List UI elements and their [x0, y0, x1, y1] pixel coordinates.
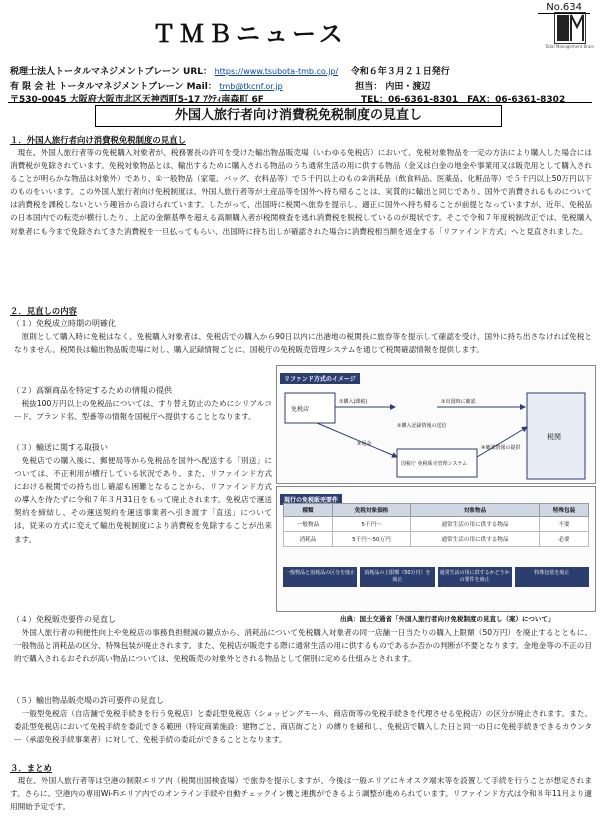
staff-names: 担当： 内田・渡辺 — [355, 82, 431, 92]
change-arrow: 特殊包装を廃止 — [515, 567, 589, 587]
issue-number: No.634 — [538, 2, 590, 14]
section-3-body: 現在、外国人旅行者等は空港の制限エリア内（税関出国検査場）で旅券を提示しますが、今後は一般エリアにキオスク端末等を設置して手続を行うことが想定されます。さらに、空港内の専用Wi-Fiエリア内でのオンライン手続や自動チェックイン機と連携ができるよう調整が進められています。リファインド方式は令和８年11月より適用開始予定です。 — [10, 776, 592, 812]
fig1-label-7: 税関 — [547, 433, 561, 441]
website-link[interactable]: https://www.tsubota-tmb.co.jp/ — [214, 67, 339, 76]
sub-5-heading: （５）輸出物品販売場の許可要件の見直し — [12, 696, 164, 705]
company-logo — [554, 12, 586, 44]
table-cell: 消耗品 — [284, 532, 333, 547]
table-row — [284, 517, 589, 532]
figure-source-caption: 出典：国土交通省「外国人旅行者向け免税制度の見直し（案）について」 — [340, 615, 555, 623]
section-1-body: 現在、外国人旅行者等の免税購入対象者が、税務署長の許可を受けた輸出物品販売場（いわゆる免税店）において、免税対象物品を一定の方法により購入した場合には消費税が免除されています。免税対象物品とは、輸出するために購入される物品のうち通常生活の用に供する物品（金又は白金の地金や事業用又は販売用として購入されることが明らかな物品は対象外）であり、①一般物品（家電、バッグ、衣料品等）で５千円以上のもの②消耗品（飲食料品、医薬品、化粧品等）で５千円以上50万円以下のものをいいます。この外国人旅行者向け免税制度は、外国人旅行者等が土産品等を国外へ持ち帰ることは、実質的に輸出と同じであり、国外で消費されるものについては消費税を課税しないという趣旨から設けられています。したがって、出国時に税関へ旅券を提示し、適正に国外へ持ち帰ることが前提となっていますが、近年、免税品の日本国内での転売が横行したり、上記の金額基準を超える高額購入者が税関検査を逃れ消費税を脱税しているのが現状です。そこで令和７年度税制改正では、免税購入対象者にも今まで免除されてきた消費税を一旦払ってもらい、出国時に持ち出しが確認された場合に消費税相当額を返金する「リファインド方式」へと見直されました。 — [10, 148, 592, 236]
header-line-3 — [10, 92, 565, 105]
fig1-label-4: ④確認情報の提供 — [481, 445, 521, 451]
refund-flow-diagram — [277, 387, 593, 485]
change-arrows — [283, 567, 589, 587]
change-arrow: 通常生活の用に供するかどうかの要件を廃止 — [438, 567, 512, 587]
table-cell: 不要 — [540, 517, 589, 532]
sub-1-heading: （１）免税成立時期の明確化 — [12, 319, 116, 328]
firm-name-2: 有 限 会 社 トータルマネジメントブレーン Mail： — [10, 82, 217, 92]
table-cell: 通常生活の用に供する物品 — [411, 532, 540, 547]
tel-fax: TEL：06-6361-8301 FAX：06-6361-8302 — [360, 95, 566, 105]
change-arrow: 消耗品の上限額（50万円）を廃止 — [360, 567, 434, 587]
current-requirements-figure — [276, 486, 596, 612]
figure-1-title: リファンド方式のイメージ — [280, 373, 360, 384]
fig1-label-5: ⑤返金 — [357, 441, 372, 447]
header-rule — [8, 102, 592, 103]
fig1-label-1: ①購入(課税) — [339, 399, 368, 405]
fig1-label-2: ②購入記録情報の送信 — [397, 423, 447, 429]
article-title: 外国人旅行者向け消費税免税制度の見直し — [95, 105, 502, 127]
table-cell: 5千円〜 — [332, 517, 410, 532]
figure-2-title: 現行の免税販売要件 — [280, 494, 342, 505]
table-cell: 必要 — [540, 532, 589, 547]
requirements-table — [283, 503, 589, 547]
section-1-heading: １．外国人旅行者向け消費税免税制度の見直し — [10, 135, 186, 145]
sub-2-heading: （２）高額商品を特定するための情報の提供 — [12, 386, 172, 395]
fig1-label-0: 免税店 — [291, 406, 310, 413]
fig1-label-3: ③出国時に確認 — [441, 399, 476, 405]
col-header: 種類 — [284, 504, 333, 517]
table-row — [284, 532, 589, 547]
table-cell: 一般物品 — [284, 517, 333, 532]
sub-3-heading: （３）輸送に関する取扱い — [12, 443, 108, 452]
sub-4-body: 外国人旅行者の利便性向上や免税店の事務負担軽減の観点から、消耗品について免税購入対象者の同一店舗一日当たりの購入上限額（50万円）を廃止するとともに、一般物品と消耗品の区分、特殊包装が廃止されます。また、免税店が販売する際に通常生活の用に供するものであるか否かの判断が不要となります。金地金等の不正の目的で購入されるおそれが高い物品については、免税販売の対象外とされる物品として個別に定める仕組みとされます。 — [14, 628, 592, 664]
firm-name-1: 税理士法人トータルマネジメントブレーン URL： — [10, 67, 213, 77]
sub-5-body: 一般型免税店（自店舗で免税手続きを行う免税店）と委託型免税店（ショッピングモール、商店街等の免税手続きを代理させる免税店）の区分が廃止されます。また、委託型免税店において免税手続を委託できる範囲（特定商業施設：建物ごと、商店街ごと）の縛りを緩和し、免税店で購入した日と同一の日に免税手続きできるカウンター（承認免税手続事業者）に対して、免税手続の委託ができることとなります。 — [14, 709, 592, 745]
col-header: 対象物品 — [411, 504, 540, 517]
fig1-label-6: 国税庁 免税販売管理システム — [401, 461, 468, 467]
header-line-2 — [10, 79, 430, 92]
header-line-1 — [10, 64, 450, 77]
mail-link[interactable]: tmb@tkcnf.or.jp — [219, 82, 283, 91]
issue-date: 令和６年３月２１日発行 — [350, 67, 450, 77]
address: 〒530-0045 大阪府大阪市北区天神西町5-17 ｱｸﾃｨ南森町 6F — [10, 95, 264, 105]
sub-1-body: 原則として購入時に免税はなく、免税購入対象者は、免税店での購入から90日以内に出港地の税関長に旅券等を提示して確認を受け、国外に持ち出さなければ免税となりません。税関長は輸出物品販売場に対し、購入記録情報ごとに、国税庁の免税販売管理システムを通じて税関確認情報を提供します。 — [14, 332, 592, 355]
refund-method-figure — [276, 365, 596, 484]
table-cell: 5千円〜50万円 — [332, 532, 410, 547]
sub-2-body: 税抜100万円以上の免税品については、すり替え防止のためにシリアルコード、ブランド名、型番等の情報を国税庁へ提供することとなります。 — [14, 399, 272, 422]
col-header: 免税対象価格 — [332, 504, 410, 517]
masthead-title: ＴＭＢニュース — [152, 20, 347, 48]
col-header: 特殊包装 — [540, 504, 589, 517]
sub-3-body: 免税店での購入後に、郵便局等から免税品を国外へ配送する「別送」については、不正利用が横行している状況であり、また、リファインド方式における税関での持ち出し確認も困難となることから、リファインド方式の導入を待たずに令和７年３月31日をもって廃止されます。免税店で運送契約を締結し、その運送契約を運送事業者へ引き渡す「直送」については、従来の方式に変えて輸出免税制度により消費税を免除することが出来ます。 — [14, 456, 272, 544]
table-cell: 通常生活の用に供する物品 — [411, 517, 540, 532]
section-3-heading: ３．まとめ — [10, 763, 52, 773]
section-2-heading: ２．見直しの内容 — [10, 306, 77, 316]
logo-caption: Total Management Brain — [545, 44, 594, 49]
change-arrow: 一般物品と消耗品の区分を廃止 — [283, 567, 357, 587]
sub-4-heading: （４）免税販売要件の見直し — [12, 615, 116, 624]
